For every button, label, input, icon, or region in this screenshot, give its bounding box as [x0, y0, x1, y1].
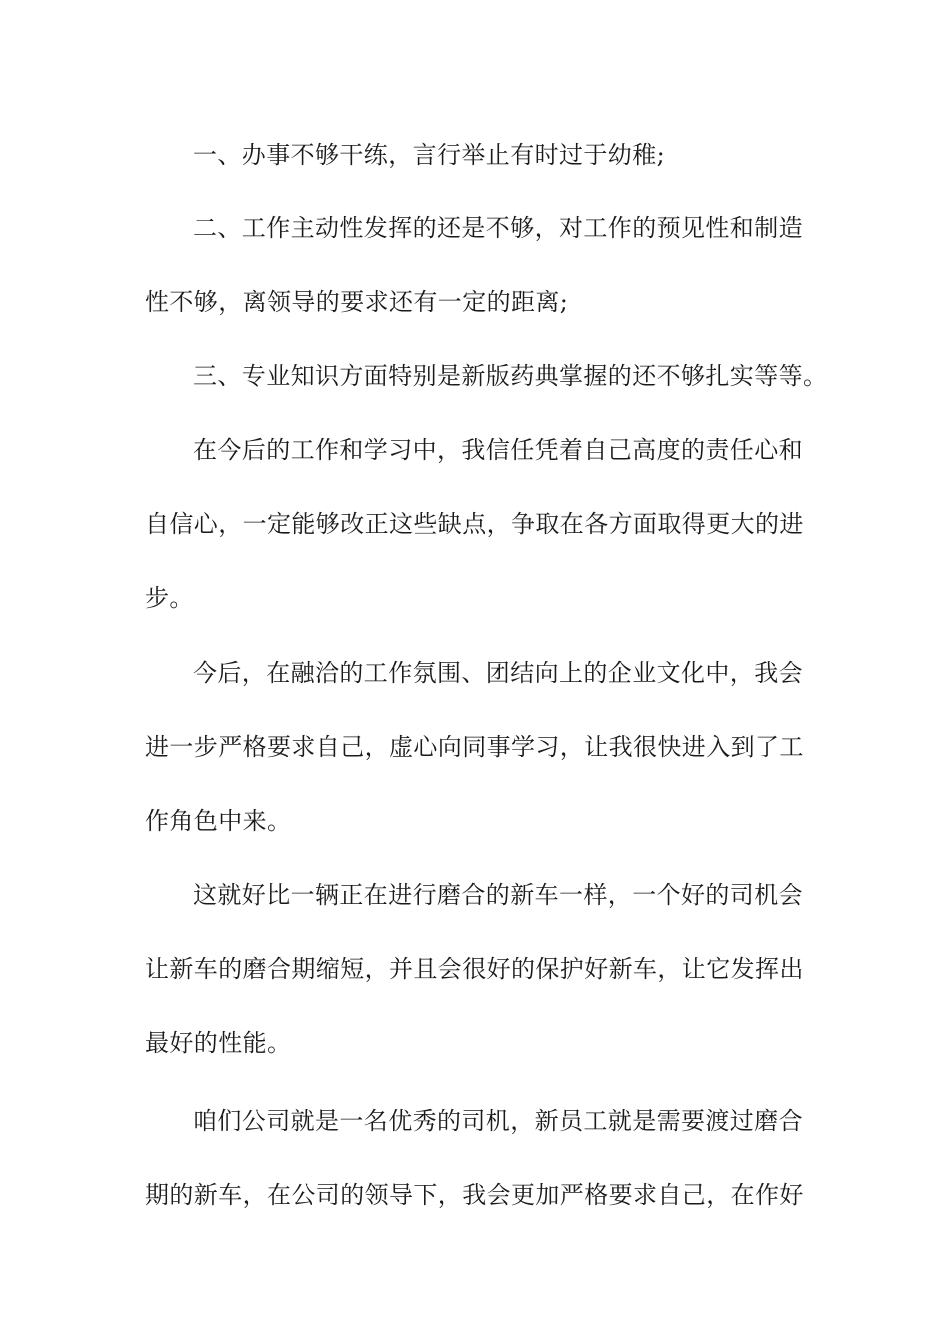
text-line: 步。 — [145, 584, 194, 612]
text-line: 进一步严格要求自己，虚心向同事学习，让我很快进入到了工 — [145, 733, 804, 761]
text-line: 性不够，离领导的要求还有一定的距离; — [145, 288, 569, 316]
text-line: 让新车的磨合期缩短，并且会很好的保护好新车，让它发挥出 — [145, 955, 804, 983]
text-line: 最好的性能。 — [145, 1029, 292, 1057]
text-line: 自信心，一定能够改正这些缺点，争取在各方面取得更大的进 — [145, 510, 804, 538]
text-line: 期的新车，在公司的领导下，我会更加严格要求自己，在作好 — [145, 1181, 804, 1209]
text-line: 这就好比一辆正在进行磨合的新车一样，一个好的司机会 — [193, 881, 803, 909]
text-line: 作角色中来。 — [145, 807, 292, 835]
text-line: 今后，在融洽的工作氛围、团结向上的企业文化中，我会 — [193, 659, 803, 687]
text-line: 二、工作主动性发挥的还是不够，对工作的预见性和制造 — [193, 214, 803, 242]
text-line: 在今后的工作和学习中，我信任凭着自己高度的责任心和 — [193, 436, 803, 464]
text-line: 三、专业知识方面特别是新版药典掌握的还不够扎实等等。 — [193, 362, 828, 390]
text-line: 一、办事不够干练，言行举止有时过于幼稚; — [193, 141, 666, 169]
text-line: 咱们公司就是一名优秀的司机，新员工就是需要渡过磨合 — [193, 1107, 803, 1135]
